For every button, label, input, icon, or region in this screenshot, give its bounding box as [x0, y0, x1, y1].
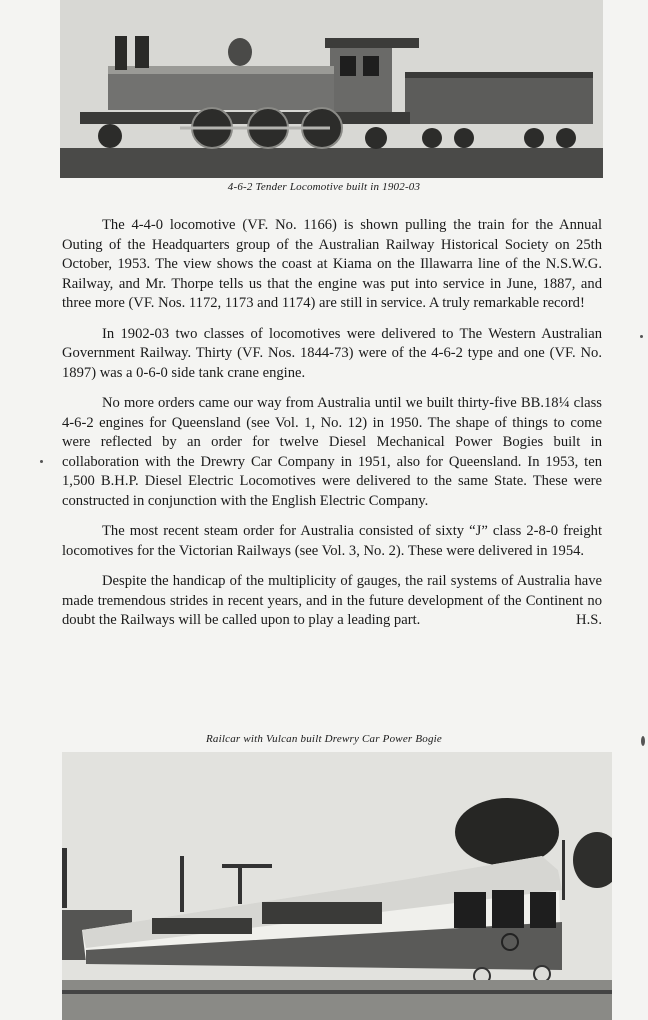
top-photo-caption: 4-6-2 Tender Locomotive built in 1902-03	[227, 181, 421, 193]
print-speck	[40, 460, 43, 463]
bottom-photo-caption: Railcar with Vulcan built Drewry Car Power Bogie	[206, 733, 442, 745]
paragraph-4: The most recent steam order for Australia consisted of sixty “J” class 2-8-0 freight locomotives for the Victorian Railways (see Vol. 3, No. 2). These were delivered in 1954.	[62, 523, 602, 559]
print-speck	[641, 736, 645, 746]
article-body	[62, 216, 602, 631]
paragraph-1: The 4-4-0 locomotive (VF. No. 1166) is shown pulling the train for the Annual Outing of the Headquarters group of the Australian Railway Historical Society on 25th October, 1953. The view shows the coast at Kiama on the Illawarra line of the N.S.W.G. Railway, and Mr. Thorpe tells us that the engine was put into service in June, 1887, and three more (VF. Nos. 1172, 1173 and 1174) are still in service. A truly remarkable record!	[62, 217, 602, 311]
locomotive-photo	[60, 0, 603, 178]
print-speck	[640, 335, 643, 338]
author-signature: H.S.	[576, 612, 602, 628]
paragraph-5	[62, 572, 602, 631]
paragraph-3: No more orders came our way from Australia until we built thirty-five BB.18¼ class 4-6-2 engines for Queensland (see Vol. 1, No. 12) in 1950. The shape of things to come were reflected by an order for twelve Diesel Mechanical Power Bogies built in collaboration with the Drewry Car Company in 1951, also for Queensland. In 1953, ten 1,500 B.H.P. Diesel Electric Locomotives were delivered to the same State. These were constructed in conjunction with the English Electric Company.	[62, 395, 602, 509]
paragraph-5-text: Despite the handicap of the multiplicity of gauges, the rail systems of Australia have made tremendous strides in recent years, and in the future development of the Continent no doubt the Railways will be called upon to play a leading part.	[62, 573, 602, 628]
railcar-photo	[62, 752, 612, 1020]
paragraph-2: In 1902-03 two classes of locomotives were delivered to The Western Australian Government Railway. Thirty (VF. Nos. 1844-73) were of the 4-6-2 type and one (VF. No. 1897) was a 0-6-0 side tank crane engine.	[62, 325, 602, 381]
